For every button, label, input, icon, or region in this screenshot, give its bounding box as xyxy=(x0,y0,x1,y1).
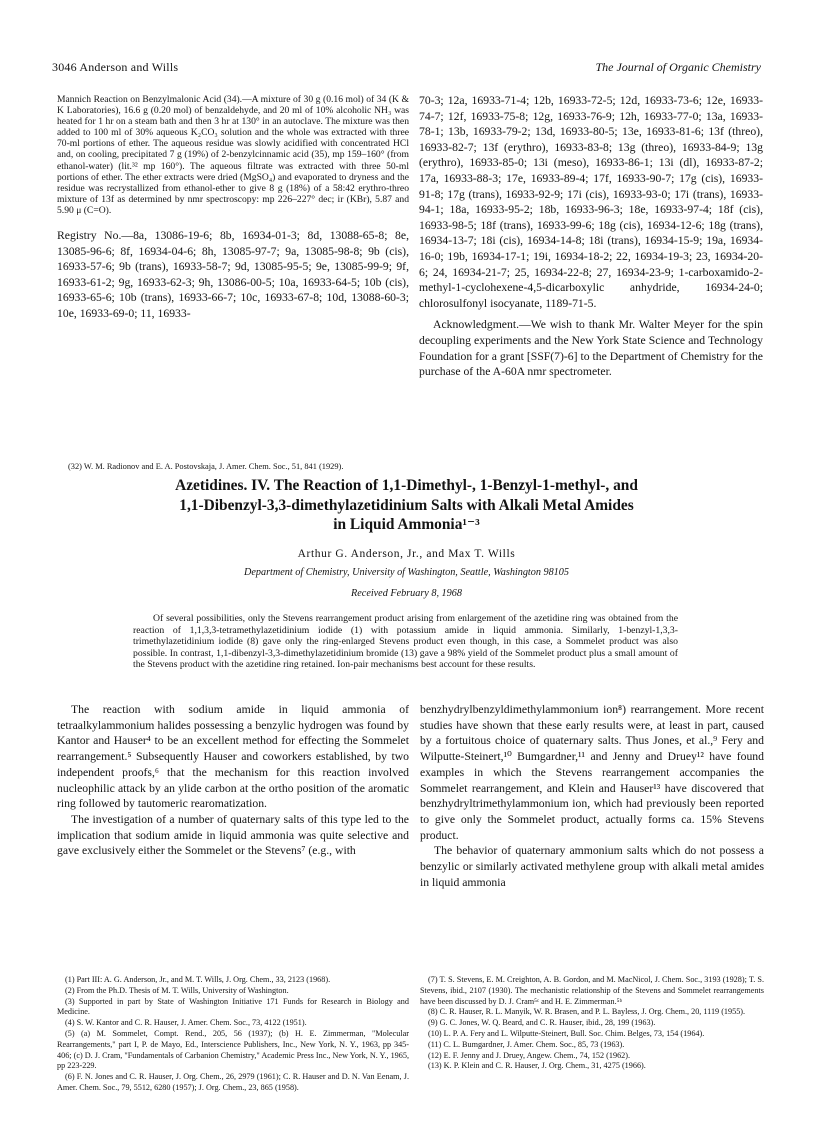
footnote: (8) C. R. Hauser, R. L. Manyik, W. R. Brasen, and P. L. Bayless, J. Org. Chem., 20, 1119 (1955). xyxy=(428,1007,746,1017)
footnote: (13) K. P. Klein and C. R. Hauser, J. Org. Chem., 31, 4275 (1966). xyxy=(428,1061,646,1071)
registry-numbers-continued: 70-3; 12a, 16933-71-4; 12b, 16933-72-5; 12d, 16933-73-6; 12e, 16933-74-7; 12f, 16933-75-8; 12g, 16933-76-9; 12h, 16933-77-0; 13a, 16933-78-1; 13b, 16933-79-2; 13d, 16933-80-5; 13e, 16933-81-6; 13f (threo), 16933-82-7; 13f (erythro), 16933-83-8; 13g (threo), 16933-84-9; 13g (erythro), 16933-85-0; 13i (meso), 16933-86-1; 13i (dl), 16933-87-2; 17a, 16933-88-3; 17e, 16933-89-4; 17f, 16933-90-7; 17g (cis), 16933-91-8; 17g (trans), 16933-92-9; 17i (cis), 16933-93-0; 17i (trans), 16933-94-1; 18a, 16933-95-2; 18b, 16933-96-3; 18e, 16933-97-4; 18f (cis), 16933-98-5; 18f (trans), 16933-99-6; 18g (cis), 16934-12-6; 18g (trans), 16934-13-7; 18i (cis), 16934-14-8; 18i (trans), 16934-15-9; 19a, 16934-16-0; 19b, 16934-17-1; 19i, 16934-18-2; 22, 16934-19-3; 23, 16934-20-6; 24, 16934-21-7; 25, 16934-22-8; 27, 16934-23-9; 1-carboxamido-2-methyl-1-cyclohexene-4,5-dicarboxylic anhydride, 16934-24-0; chlorosulfonyl isocyanate, 1189-71-5. xyxy=(419,94,763,310)
body-paragraph: The investigation of a number of quaternary salts of this type led to the implication that sodium amide in liquid ammonia was quite selective and gave exclusively either the Sommelet or the Stevens⁷ (e.g., with xyxy=(57,812,409,858)
footnote: (9) G. C. Jones, W. Q. Beard, and C. R. Hauser, ibid., 28, 199 (1963). xyxy=(428,1018,656,1028)
title-line-3: in Liquid Ammonia¹⁻³ xyxy=(333,516,480,533)
footnote: (6) F. N. Jones and C. R. Hauser, J. Org. Chem., 26, 2979 (1961); C. R. Hauser and D. N. Van Eenam, J. Amer. Chem. Soc., 79, 5512, 6280 (1957); J. Org. Chem., 23, 865 (1958). xyxy=(57,1072,409,1092)
footnote: (7) T. S. Stevens, E. M. Creighton, A. B. Gordon, and M. MacNicol, J. Chem. Soc., 3193 (1928); T. S. Stevens, ibid., 2107 (1930). The mechanistic relationship of the Stevens and Sommelet rearrangements have been discussed by D. J. Cram⁵ᶜ and H. E. Zimmerman.⁵ᵇ xyxy=(420,975,764,1006)
acknowledgment: Acknowledgment.—We wish to thank Mr. Walter Meyer for the spin decoupling experiments and the New York State Science and Technology Foundation for a grant [SSF(7)-6] to the Department of Chemistry for the purchase of the A-60A nmr spectrometer. xyxy=(419,318,763,379)
footnote: (4) S. W. Kantor and C. R. Hauser, J. Amer. Chem. Soc., 73, 4122 (1951). xyxy=(65,1018,307,1028)
prev-article-left-column xyxy=(57,94,409,322)
footnote: (1) Part III: A. G. Anderson, Jr., and M. T. Wills, J. Org. Chem., 33, 2123 (1968). xyxy=(65,975,331,984)
footnotes-right xyxy=(420,975,764,1072)
footnote: (3) Supported in part by State of Washington Initiative 171 Funds for Research in Biology and Medicine. xyxy=(57,996,409,1017)
body-paragraph: benzhydrylbenzyldimethylammonium ion⁸) rearrangement. More recent studies have shown that these early results were, at least in part, caused by a fortuitous choice of quaternary salts. Thus Jones, et al.,⁹ Fery and Wilputte-Steinert,¹⁰ Bumgardner,¹¹ and Jenny and Druey¹² have found examples in which the Stevens rearrangement accompanies the Sommelet rearrangement, and Klein and Hauser¹³ have discovered that benzhydryltrimethylammonium ion, which had previously been reported to give only the Sommelet product, actually forms ca. 15% Stevens product. xyxy=(420,703,764,842)
experimental-paragraph: Mannich Reaction on Benzylmalonic Acid (34).—A mixture of 30 g (0.16 mol) of 34 (K & K Laboratories), 16.6 g (0.20 mol) of benzaldehyde, and 20 ml of 10% alcoholic NH₃ was heated for 1 hr on a steam bath and then 3 hr at 130° in an autoclave. The mixture was then added to 100 ml of 30% aqueous K₂CO₃ solution and the whole was extracted with three 70-ml portions of ether. The aqueous residue was slowly acidified with concentrated HCl and, on cooling, precipitated 7 g (19%) of 2-benzylcinnamic acid (35), mp 159–160° (from ethanol-water) (lit.³² mp 160°). The aqueous filtrate was extracted with three 50-ml portions of ether. The ether extracts were dried (MgSO₄) and evaporated to dryness and the residue was recrystallized from ethanol-ether to give 8 g (18%) of a 58:42 erythro-threo mixture of 13f as determined by nmr spectroscopy: mp 226–227° dec; ir (KBr), 5.87 and 5.90 μ (C=O). xyxy=(57,94,409,216)
footnote-32: (32) W. M. Radionov and E. A. Postovskaja, J. Amer. Chem. Soc., 51, 841 (1929). xyxy=(68,462,344,471)
prev-article-right-column xyxy=(419,93,763,380)
footnote: (2) From the Ph.D. Thesis of M. T. Wills, University of Washington. xyxy=(65,985,289,995)
body-right-column xyxy=(420,702,764,890)
title-line-2: 1,1-Dibenzyl-3,3-dimethylazetidinium Salts with Alkali Metal Amides xyxy=(179,496,634,514)
footnote: (11) C. L. Bumgardner, J. Amer. Chem. Soc., 85, 73 (1963). xyxy=(428,1039,625,1049)
running-header-journal: The Journal of Organic Chemistry xyxy=(595,60,761,74)
article-title xyxy=(60,476,753,535)
footnote: (10) L. P. A. Fery and L. Wilputte-Steinert, Bull. Soc. Chim. Belges, 73, 154 (1964). xyxy=(428,1028,705,1038)
footnotes-left xyxy=(57,975,409,1094)
footnote: (5) (a) M. Sommelet, Compt. Rend., 205, 56 (1937); (b) H. E. Zimmerman, "Molecular Rearrangements," part I, P. de Mayo, Ed., Interscience Publishers, Inc., New York, N. Y., 1963, pp 345-406; (c) D. J. Cram, "Fundamentals of Carbanion Chemistry," Academic Press Inc., New York, N. Y., 1965, pp 223-229. xyxy=(57,1028,409,1071)
body-left-column xyxy=(57,702,409,859)
abstract: Of several possibilities, only the Stevens rearrangement product arising from enlargement of the azetidine ring was obtained from the reaction of 1,1,3,3-tetramethylazetidinium iodide (1) with potassium amide in liquid ammonia. Similarly, 1-benzyl-1,3,3-trimethylazetidinium iodide (8) gave only the ring-enlarged Stevens product even though, in this case, a Sommelet product was also possible. In contrast, 1,1-dibenzyl-3,3-dimethylazetidinium bromide (13) gave a 98% yield of the Sommelet product plus a small amount of the Stevens product with the azetidine ring retained. Ion-pair mechanisms best account for these results. xyxy=(133,613,678,670)
footnote: (12) E. F. Jenny and J. Druey, Angew. Chem., 74, 152 (1962). xyxy=(428,1050,631,1060)
registry-numbers: Registry No.—8a, 13086-19-6; 8b, 16934-01-3; 8d, 13088-65-8; 8e, 13085-96-6; 8f, 16934-04-6; 8h, 13085-97-7; 9a, 13085-98-8; 9b (cis), 16933-57-6; 9b (trans), 16933-58-7; 9d, 13085-95-5; 9e, 13085-99-9; 9f, 16933-61-2; 9g, 16933-62-3; 9h, 13086-00-5; 10a, 16933-64-5; 10b (cis), 16933-65-6; 10b (trans), 16933-66-7; 10c, 16933-67-8; 10d, 13088-60-3; 10e, 16933-69-0; 11, 16933- xyxy=(57,229,409,320)
title-line-1: Azetidines. IV. The Reaction of 1,1-Dimethyl-, 1-Benzyl-1-methyl-, and xyxy=(175,477,638,494)
received-date: Received February 8, 1968 xyxy=(351,588,462,599)
running-header-page-authors: 3046 Anderson and Wills xyxy=(52,60,179,74)
affiliation: Department of Chemistry, University of Washington, Seattle, Washington 98105 xyxy=(244,567,569,578)
body-paragraph: The behavior of quaternary ammonium salts which do not possess a benzylic or similarly activated methylene group with alkali metal amides in liquid ammonia xyxy=(420,844,764,889)
authors: Arthur G. Anderson, Jr., and Max T. Wills xyxy=(297,548,516,560)
body-paragraph: The reaction with sodium amide in liquid ammonia of tetraalkylammonium halides possessing a benzylic hydrogen was found by Kantor and Hauser⁴ to be an excellent method for effecting the Sommelet rearrangement.⁵ Subsequently Hauser and coworkers established, by two independent proofs,⁶ that the mechanism for this reaction involved nucleophilic attack by an ylide carbon at the ortho position of the aromatic ring followed by tautomeric rearomatization. xyxy=(57,703,409,811)
